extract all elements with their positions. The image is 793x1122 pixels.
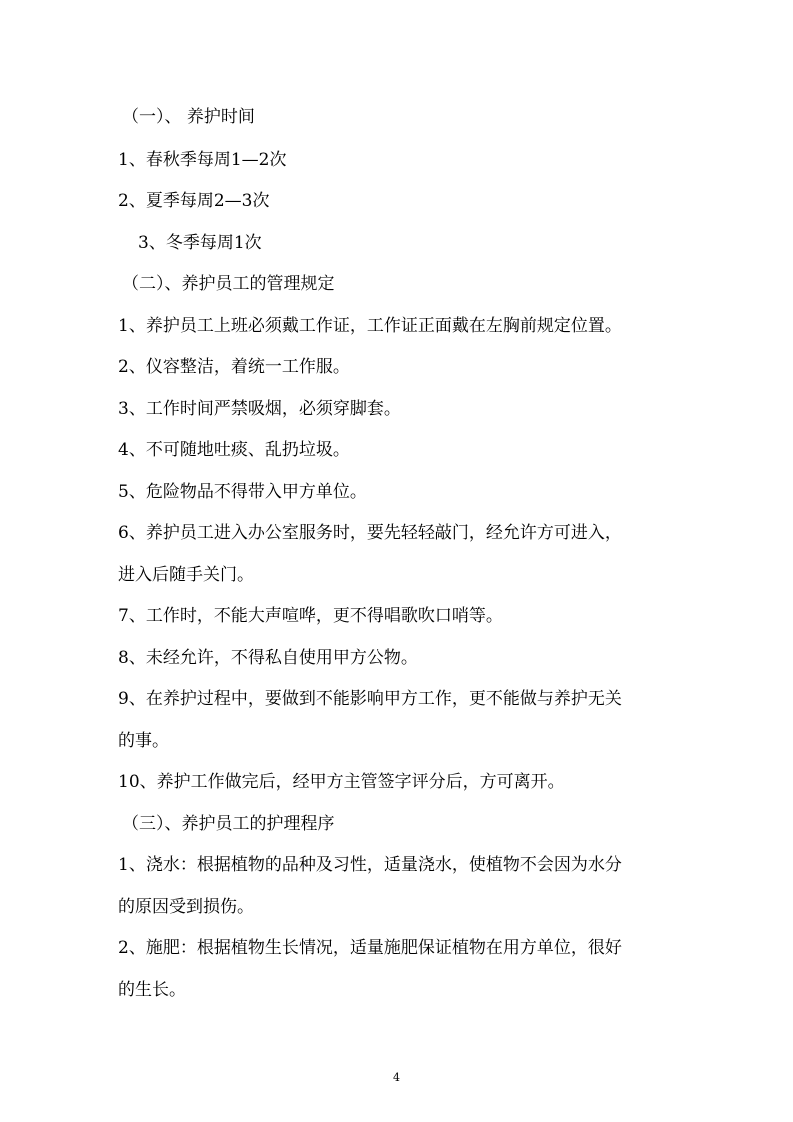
section-2-line-1: 1、养护员工上班必须戴工作证，工作证正面戴在左胸前规定位置。 xyxy=(118,316,622,336)
page-number: 4 xyxy=(393,1071,400,1084)
section-3-heading: （三）、养护员工的护理程序 xyxy=(122,814,335,834)
section-2-line-5: 5、危险物品不得带入甲方单位。 xyxy=(118,482,367,502)
section-2-line-4: 4、不可随地吐痰、乱扔垃圾。 xyxy=(118,440,350,460)
section-2-line-9-cont: 的事。 xyxy=(118,731,169,751)
section-2-line-2: 2、仪容整洁，着统一工作服。 xyxy=(118,357,350,377)
section-3-line-2-cont: 的生长。 xyxy=(118,980,186,1000)
section-3-line-2: 2、施肥：根据植物生长情况，适量施肥保证植物在用方单位，很好 xyxy=(118,938,622,958)
section-2-line-3: 3、工作时间严禁吸烟，必须穿脚套。 xyxy=(118,399,401,419)
section-1-line-2: 2、夏季每周2—3次 xyxy=(118,191,270,211)
section-2-heading: （二）、养护员工的管理规定 xyxy=(122,274,335,294)
section-2-line-6-cont: 进入后随手关门。 xyxy=(118,565,254,585)
section-2-line-9: 9、在养护过程中，要做到不能影响甲方工作，更不能做与养护无关 xyxy=(118,689,622,709)
section-2-line-10: 10、养护工作做完后，经甲方主管签字评分后，方可离开。 xyxy=(118,772,565,792)
section-3-line-1-cont: 的原因受到损伤。 xyxy=(118,897,254,917)
section-2-line-6: 6、养护员工进入办公室服务时，要先轻轻敲门，经允许方可进入， xyxy=(118,523,622,543)
section-3-line-1: 1、浇水：根据植物的品种及习性，适量浇水，使植物不会因为水分 xyxy=(118,855,622,875)
section-1-heading: （一）、 养护时间 xyxy=(122,107,255,127)
section-2-line-8: 8、未经允许，不得私自使用甲方公物。 xyxy=(118,648,418,668)
section-1-line-3: 3、冬季每周1次 xyxy=(138,233,262,253)
section-1-line-1: 1、春秋季每周1—2次 xyxy=(118,150,287,170)
section-2-line-7: 7、工作时，不能大声喧哗，更不得唱歌吹口哨等。 xyxy=(118,606,503,626)
